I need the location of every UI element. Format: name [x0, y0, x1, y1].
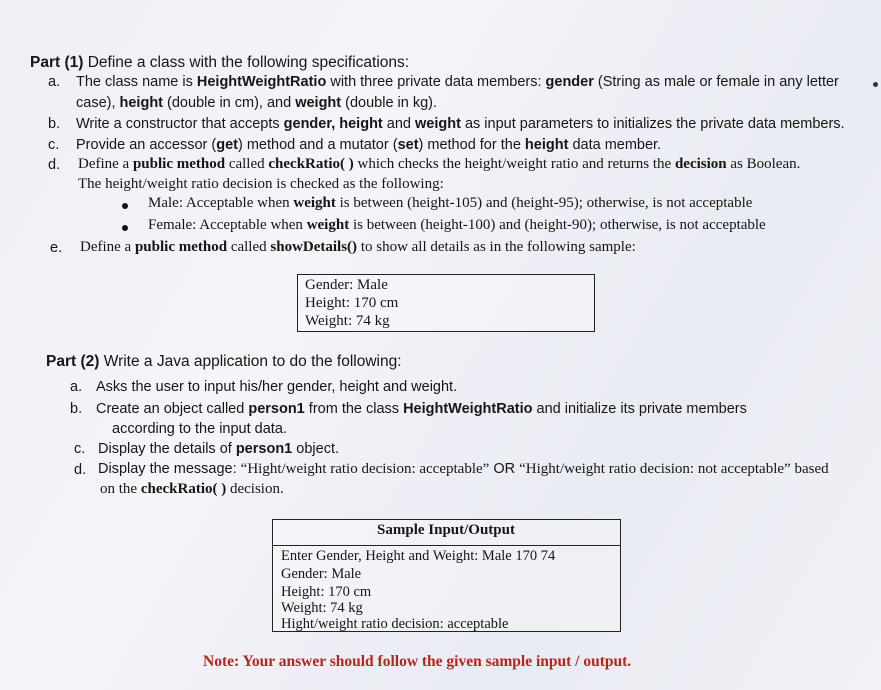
sample-io-header [272, 522, 620, 539]
text: decision. [226, 481, 284, 497]
bold-text: person1 [248, 401, 305, 417]
quoted-message: “Hight/weight ratio decision: not acceptable” [519, 461, 791, 477]
item-b-text [76, 116, 845, 132]
bold-text: set [397, 137, 419, 153]
part2-title: Write a Java application to do the following: [103, 353, 402, 370]
bold-text: HeightWeightRatio [403, 401, 533, 417]
item-a-line1 [76, 74, 839, 90]
bold-text: gender, height [283, 116, 383, 132]
text: as Boolean. [726, 156, 801, 172]
class-name: HeightWeightRatio [196, 74, 327, 90]
sample-height: Height: 170 cm [305, 295, 399, 311]
text: Write a constructor that accepts [76, 116, 284, 132]
text: Display the message: [98, 461, 241, 477]
text: data member. [568, 137, 662, 153]
dot-icon [873, 82, 878, 87]
text: Define a [80, 239, 135, 255]
part2-heading [46, 353, 402, 371]
sample-io-line: Enter Gender, Height and Weight: Male 170 74 [281, 548, 556, 564]
bold-text: checkRatio( ) [140, 481, 227, 497]
item-c-marker: c. [48, 137, 60, 153]
bold-text: checkRatio( ) [268, 156, 354, 172]
p2-item-d-line2 [100, 481, 284, 498]
sample-io-line: Weight: 74 kg [281, 600, 363, 616]
text: (double in cm), and [163, 95, 296, 111]
part2-label: Part (2) [46, 353, 100, 370]
text: is between (height-105) and (height-95); otherwise, is not acceptable [335, 195, 753, 211]
bold-text: weight [293, 195, 336, 211]
bullet-icon [122, 203, 128, 209]
bold-text: decision [674, 156, 727, 172]
item-a-line2 [76, 95, 437, 111]
text: and initialize its private members [532, 401, 747, 417]
table-divider [272, 545, 620, 546]
text: based [790, 461, 829, 477]
text: to show all details as in the following sample: [357, 239, 636, 255]
text: on the [100, 481, 141, 497]
text: Female: Acceptable when [148, 217, 307, 233]
p2-item-b-marker: b. [70, 401, 83, 417]
p2-item-a-marker: a. [70, 379, 83, 395]
text: from the class [304, 401, 404, 417]
male-rule [148, 195, 752, 212]
text: called [225, 156, 269, 172]
item-d-marker: d. [48, 157, 61, 173]
sample-io-line: Gender: Male [281, 566, 362, 582]
item-b-marker: b. [48, 116, 61, 132]
sample-weight: Weight: 74 kg [305, 313, 390, 329]
text: The class name is [76, 74, 197, 90]
text: ) method and a mutator ( [237, 137, 398, 153]
p2-item-d-marker: d. [74, 462, 87, 478]
text: (String as male or female in any letter [593, 74, 839, 90]
bold-text: person1 [235, 441, 293, 457]
p2-item-d-line1 [98, 461, 829, 478]
text: Display the details of [98, 441, 236, 457]
part1-title: Define a class with the following specifications: [87, 54, 410, 71]
bullet-icon [122, 225, 128, 231]
bold-text: weight [306, 217, 350, 233]
text: ) method for the [418, 137, 525, 153]
field-gender: gender [545, 74, 594, 90]
item-a-marker: a. [48, 74, 61, 90]
part1-heading [30, 54, 409, 72]
field-weight: weight [295, 95, 342, 111]
text: called [227, 239, 271, 255]
bold-text: showDetails() [270, 239, 358, 255]
text: (double in kg). [341, 95, 438, 111]
bold-text: public method [134, 239, 228, 255]
p2-item-c-marker: c. [74, 441, 86, 457]
item-d-line1 [78, 156, 800, 173]
text: Provide an accessor ( [76, 137, 217, 153]
text: is between (height-100) and (height-90); otherwise, is not acceptable [349, 217, 766, 233]
item-e-text [80, 239, 636, 256]
bold-text: public method [132, 156, 226, 172]
part1-label: Part (1) [30, 54, 84, 71]
item-e-marker: e. [50, 240, 63, 256]
header-text: Sample Input/Output [377, 522, 515, 538]
bold-text: get [216, 137, 238, 153]
text: OR [489, 461, 520, 477]
text: with three private data members: [326, 74, 546, 90]
text: Define a [78, 156, 133, 172]
text: and [382, 116, 415, 132]
quoted-message: “Hight/weight ratio decision: acceptable” [240, 461, 490, 477]
sample-gender: Gender: Male [305, 277, 388, 293]
p2-item-b-line2: according to the input data. [112, 421, 287, 437]
text: object. [292, 441, 339, 457]
bold-text: weight [415, 116, 461, 132]
item-d-line2: The height/weight ratio decision is checked as the following: [78, 176, 444, 192]
sample-io-line: Hight/weight ratio decision: acceptable [281, 616, 509, 632]
bold-text: height [524, 137, 569, 153]
text: Male: Acceptable when [148, 195, 294, 211]
field-height: height [119, 95, 164, 111]
text: case), [76, 95, 120, 111]
text: as input parameters to initializes the private data members. [460, 116, 845, 132]
item-c-text [76, 137, 661, 153]
female-rule [148, 217, 766, 234]
sample-io-line: Height: 170 cm [281, 584, 372, 600]
text: which checks the height/weight ratio and returns the [353, 156, 675, 172]
text: Create an object called [96, 401, 249, 417]
p2-item-b-line1 [96, 401, 747, 417]
p2-item-c-text [98, 441, 339, 457]
note-text: Note: Your answer should follow the given sample input / output. [203, 653, 632, 670]
p2-item-a-text: Asks the user to input his/her gender, height and weight. [96, 379, 458, 395]
